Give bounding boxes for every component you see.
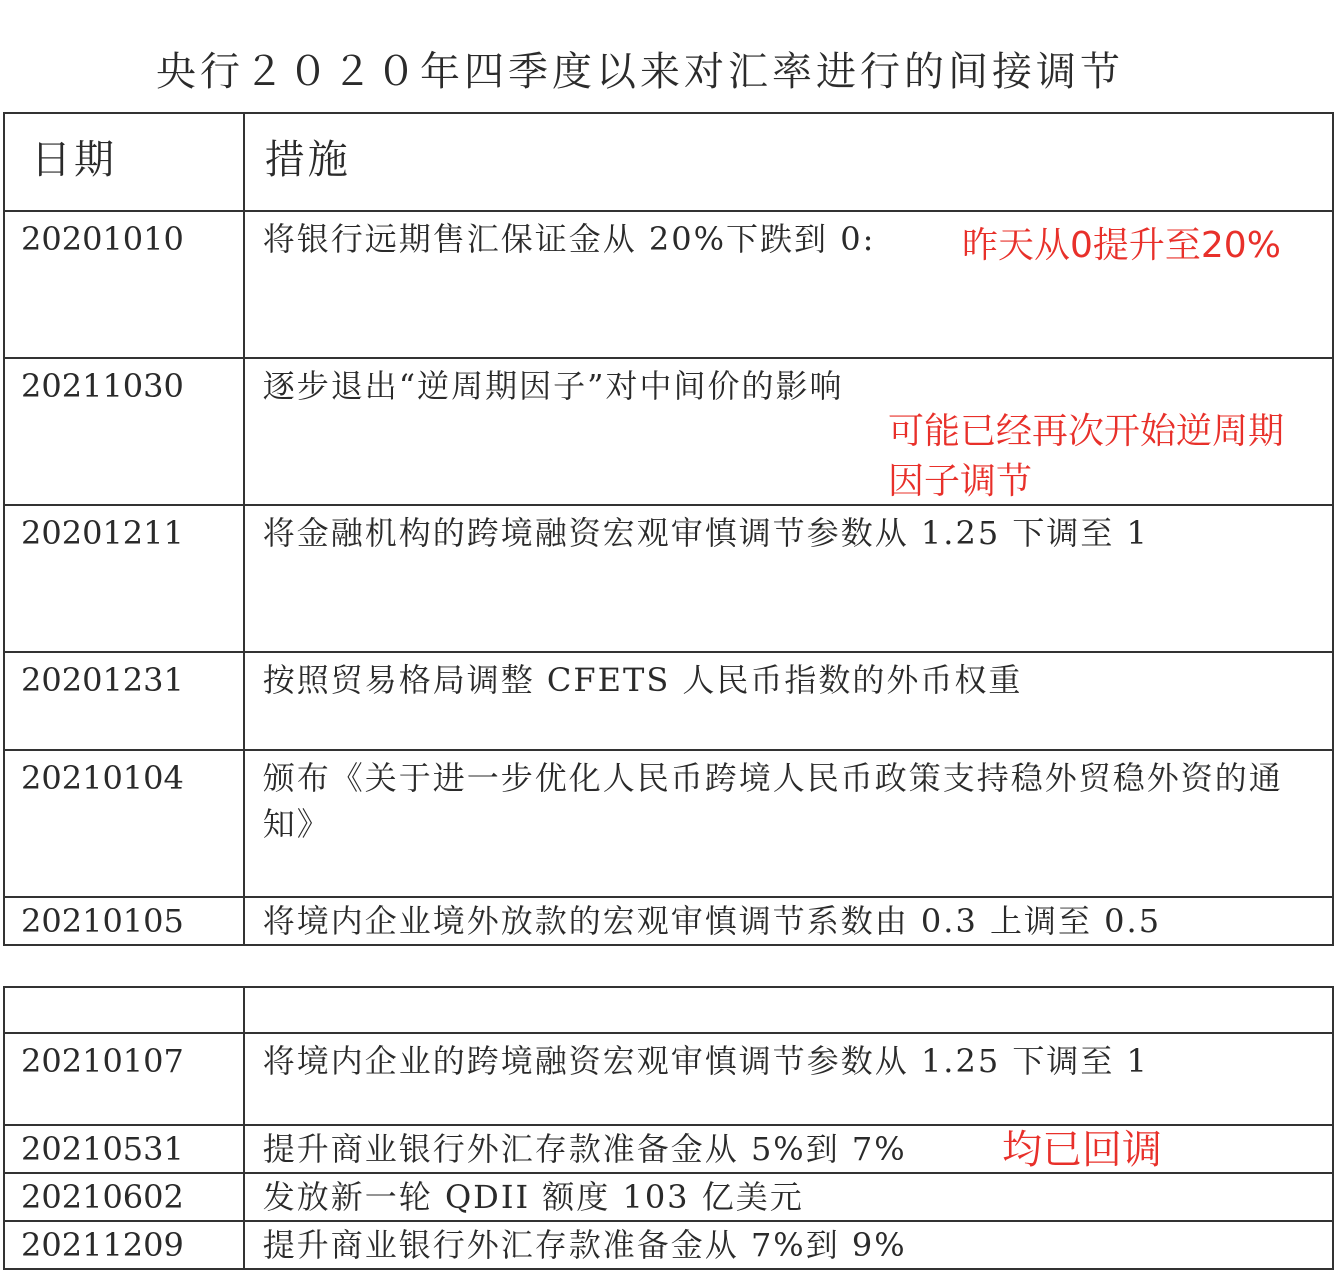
table-row — [4, 652, 1333, 750]
table-row — [4, 897, 1333, 945]
document-title: 央行２０２０年四季度以来对汇率进行的间接调节 — [156, 49, 1124, 95]
annotation-margin-raise: 昨天从0提升至20% — [962, 225, 1281, 266]
row-measure: 将境内企业的跨境融资宏观审慎调节参数从 1.25 下调至 1 — [262, 1042, 1149, 1080]
row-date: 20210531 — [21, 1130, 184, 1168]
table-row — [4, 1221, 1333, 1269]
row-measure: 按照贸易格局调整 CFETS 人民币指数的外币权重 — [262, 661, 1023, 699]
annotation-reversed: 均已回调 — [1002, 1127, 1162, 1173]
row-date: 20201211 — [21, 514, 184, 552]
header-date-cell — [4, 113, 244, 211]
row-date: 20210602 — [21, 1178, 184, 1216]
annotation-countercyclical-line2: 因子调节 — [888, 461, 1033, 502]
table-header-row — [4, 113, 1333, 211]
row-date: 20210107 — [21, 1042, 184, 1080]
row-measure: 提升商业银行外汇存款准备金从 7%到 9% — [262, 1226, 907, 1264]
header-measure: 措施 — [264, 137, 351, 183]
row-date: 20201010 — [21, 220, 184, 258]
annotation-countercyclical-line1: 可能已经再次开始逆周期 — [888, 411, 1285, 452]
header-measure-cell — [244, 113, 1333, 211]
row-measure: 将境内企业境外放款的宏观审慎调节系数由 0.3 上调至 0.5 — [262, 902, 1162, 940]
row-date: 20211209 — [21, 1226, 184, 1264]
header-date: 日期 — [31, 137, 117, 183]
row-measure: 将银行远期售汇保证金从 20%下跌到 0: — [262, 220, 876, 258]
table-row — [4, 1033, 1333, 1125]
row-measure: 颁布《关于进一步优化人民币跨境人民币政策支持稳外贸稳外资的通知》 — [262, 759, 1283, 843]
row-date: 20211030 — [21, 367, 184, 405]
blank-row — [4, 987, 1333, 1033]
row-date: 20201231 — [21, 661, 184, 699]
table-row — [4, 1173, 1333, 1221]
table-row — [4, 750, 1333, 897]
row-measure: 将金融机构的跨境融资宏观审慎调节参数从 1.25 下调至 1 — [262, 514, 1149, 552]
table-row — [4, 505, 1333, 652]
row-date: 20210105 — [21, 902, 184, 940]
row-measure: 提升商业银行外汇存款准备金从 5%到 7% — [262, 1130, 907, 1168]
row-date: 20210104 — [21, 759, 184, 797]
row-measure: 逐步退出“逆周期因子”对中间价的影响 — [262, 367, 844, 405]
row-measure: 发放新一轮 QDII 额度 103 亿美元 — [262, 1178, 804, 1216]
